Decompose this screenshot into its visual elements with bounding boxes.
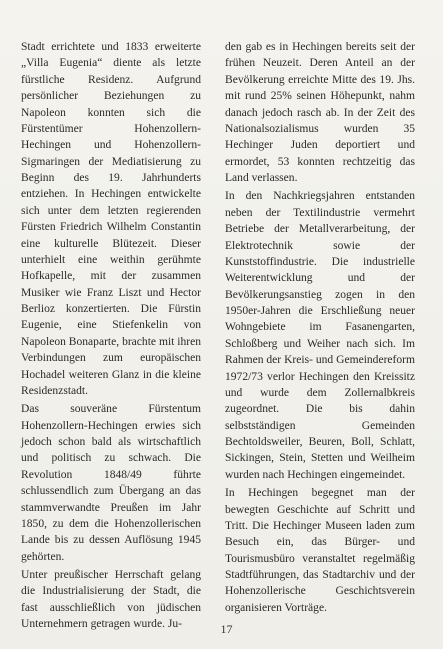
right-text-column xyxy=(225,39,415,618)
paragraph: In den Nachkriegsjahren entstanden neben der Textilindustrie vermehrt Betriebe der Metallverarbeitung, der Elektrotechnik sowie der Kunststoffindustrie. Die industrielle Weiterentwicklung und der Bevölkerungsanstieg zogen in den 1950er-Jahren die Erschließung neuer Wohngebiete im Fasanengarten, Schloßberg und Weiher nach sich. Im Rahmen der Kreis- und Gemeindereform 1972/73 verlor Hechingen den Kreissitz und wurde dem Zollernalbkreis zugeordnet. Die bis dahin selbstständigen Gemeinden Bechtoldsweiler, Beuren, Boll, Schlatt, Sickingen, Stein, Stetten und Weilheim wurden nach Hechingen eingemeindet. xyxy=(225,190,415,481)
paragraph: Stadt errichtete und 1833 erweiterte „Villa Eugenia“ diente als letzte fürstliche Residenz. Aufgrund persönlicher Beziehungen zu Napoleon konnten sich die Fürstentümer Hohenzollern-Hechingen und Hohenzollern-Sigmaringen der Mediatisierung zu Beginn des 19. Jahrhunderts entziehen. In Hechingen entwickelte sich unter dem letzten regierenden Fürsten Friedrich Wilhelm Constantin eine kulturelle Blütezeit. Dieser unterhielt eine weithin gerühmte Hofkapelle, mit der zusammen Musiker wie Franz Liszt und Hector Berlioz konzertierten. Die Fürstin Eugenie, eine Stiefenkelin von Napoleon Bonaparte, brachte mit ihren Verbindungen zum europäischen Hochadel weiteren Glanz in die kleine Residenzstadt. xyxy=(21,41,201,397)
left-text-column xyxy=(21,39,201,635)
paragraph: In Hechingen begegnet man der bewegten Geschichte auf Schritt und Tritt. Die Hechinger Museen laden zum Besuch ein, das Bürger- und Tourismusbüro veranstaltet regelmäßig Stadtführungen, das Stadtarchiv und der Hohenzollerische Geschichtsverein organisieren Vorträge. xyxy=(225,487,415,614)
page-number: 17 xyxy=(220,622,233,636)
paragraph: den gab es in Hechingen bereits seit der frühen Neuzeit. Deren Anteil an der Bevölkerung erreichte Mitte des 19. Jhs. mit rund 25% seinen Höhepunkt, nahm danach jedoch rasch ab. In der Zeit des Nationalsozialismus wurden 35 Hechinger Juden deportiert und ermordet, 53 konnten rechtzeitig das Land verlassen. xyxy=(225,41,415,184)
paragraph: Das souveräne Fürstentum Hohenzollern-Hechingen erwies sich jedoch schon bald als wirtschaftlich und politisch zu schwach. Die Revolution 1848/49 führte schlussendlich zum Übergang an das stammverwandte Preußen im Jahr 1850, zu dem die Hohenzollerischen Lande bis zu dessen Auflösung 1945 gehörten. xyxy=(21,403,201,563)
paragraph: Unter preußischer Herrschaft gelang die Industrialisierung der Stadt, die fast ausschließlich von jüdischen Unternehmern getragen wurde. Ju- xyxy=(21,569,201,631)
